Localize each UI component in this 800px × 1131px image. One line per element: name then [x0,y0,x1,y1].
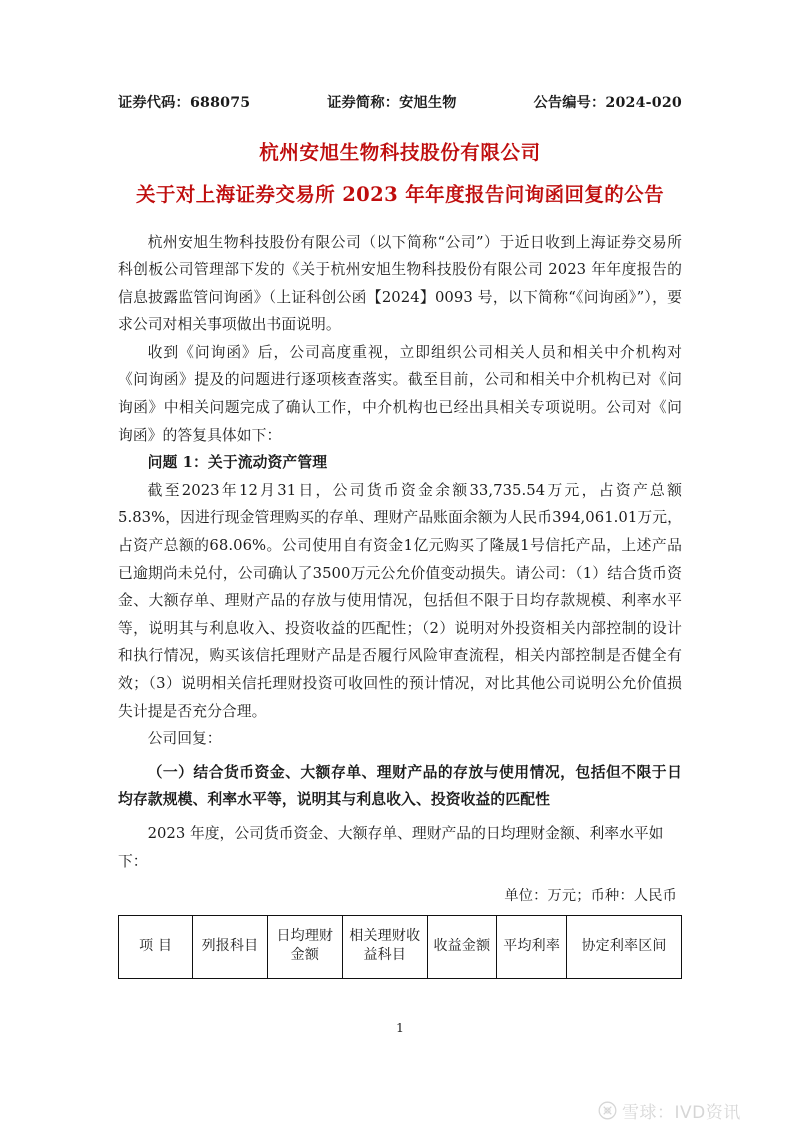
table-header-cell-income-account: 相关理财收益科目 [343,915,427,978]
security-code-value: 688075 [189,95,251,111]
security-name [327,92,457,112]
announcement-number-label: 公告编号： [533,95,606,111]
paragraph-3: 截至2023年12月31日，公司货币资金余额33,735.54万元，占资产总额5.83%，因进行现金管理购买的存单、理财产品账面余额为人民币394,061.01万元，占资产总额的68.06%。公司使用自有资金1亿元购买了隆晟1号信托产品，上述产品已逾期尚未兑付，公司确认了3500万元公允价值变动损失。请公司：（1）结合货币资金、大额存单、理财产品的存放与使用情况，包括但不限于日均存款规模、利率水平等，说明其与利息收入、投资收益的匹配性；（2）说明对外投资相关内部控制的设计和执行情况，购买该信托理财产品是否履行风险审查流程，相关内部控制是否健全有效；（3）说明相关信托理财投资可收回性的预计情况，对比其他公司说明公允价值损失计提是否充分合理。 [118,481,682,720]
document-body [118,229,682,979]
page-title-subject: 关于对上海证券交易所 2023 年年度报告问询函回复的公告 [136,183,664,207]
security-name-label: 证券简称： [327,95,400,111]
table-header-cell-account: 列报科目 [193,915,267,978]
table-header-cell-rate-range: 协定利率区间 [567,915,682,978]
paragraph-4: 2023 年度，公司货币资金、大额存单、理财产品的日均理财金额、利率水平如下： [118,824,664,870]
document-title-block [118,138,682,210]
table-header-row [119,915,682,978]
page-title-company: 杭州安旭生物科技股份有限公司 [259,141,541,164]
question-1-heading: 问题 1：关于流动资产管理 [147,454,328,472]
section-1-heading: （一）结合货币资金、大额存单、理财产品的存放与使用情况，包括但不限于日均存款规模、利率水平等，说明其与利息收入、投资收益的匹配性 [118,763,682,809]
xueqiu-logo-icon [598,1101,617,1120]
table-header-cell-income-amount: 收益金额 [427,915,497,978]
paragraph-2: 收到《问询函》后，公司高度重视，立即组织公司相关人员和相关中介机构对《问询函》提及的问题进行逐项核查落实。截至目前，公司和相关中介机构已对《问询函》中相关问题完成了确认工作，中介机构也已经出具相关专项说明。公司对《问询函》的答复具体如下： [118,343,682,444]
security-code [118,92,250,112]
table-header-cell-avg-amount: 日均理财金额 [267,915,342,978]
table-header-cell-item: 项 目 [119,915,193,978]
paragraph-1: 杭州安旭生物科技股份有限公司（以下简称“公司”）于近日收到上海证券交易所科创板公司管理部下发的《关于杭州安旭生物科技股份有限公司 2023 年年度报告的信息披露监管问询函》（上证科创公函【2024】0093 号，以下简称“《问询函》”），要求公司对相关事项做出书面说明。 [118,233,682,334]
table-header-cell-avg-rate: 平均利率 [497,915,567,978]
watermark-text: 雪球：IVD资讯 [622,1103,741,1123]
document-header-line [118,0,682,112]
security-code-label: 证券代码： [118,95,190,111]
financial-table [118,915,682,979]
security-name-value: 安旭生物 [399,95,457,111]
company-reply-heading: 公司回复： [147,730,222,748]
table-unit-note: 单位：万元；币种：人民币 [504,888,677,905]
announcement-number [533,92,682,112]
announcement-number-value: 2024-020 [605,95,682,111]
page-number: 1 [396,1020,404,1035]
watermark [598,1098,741,1123]
